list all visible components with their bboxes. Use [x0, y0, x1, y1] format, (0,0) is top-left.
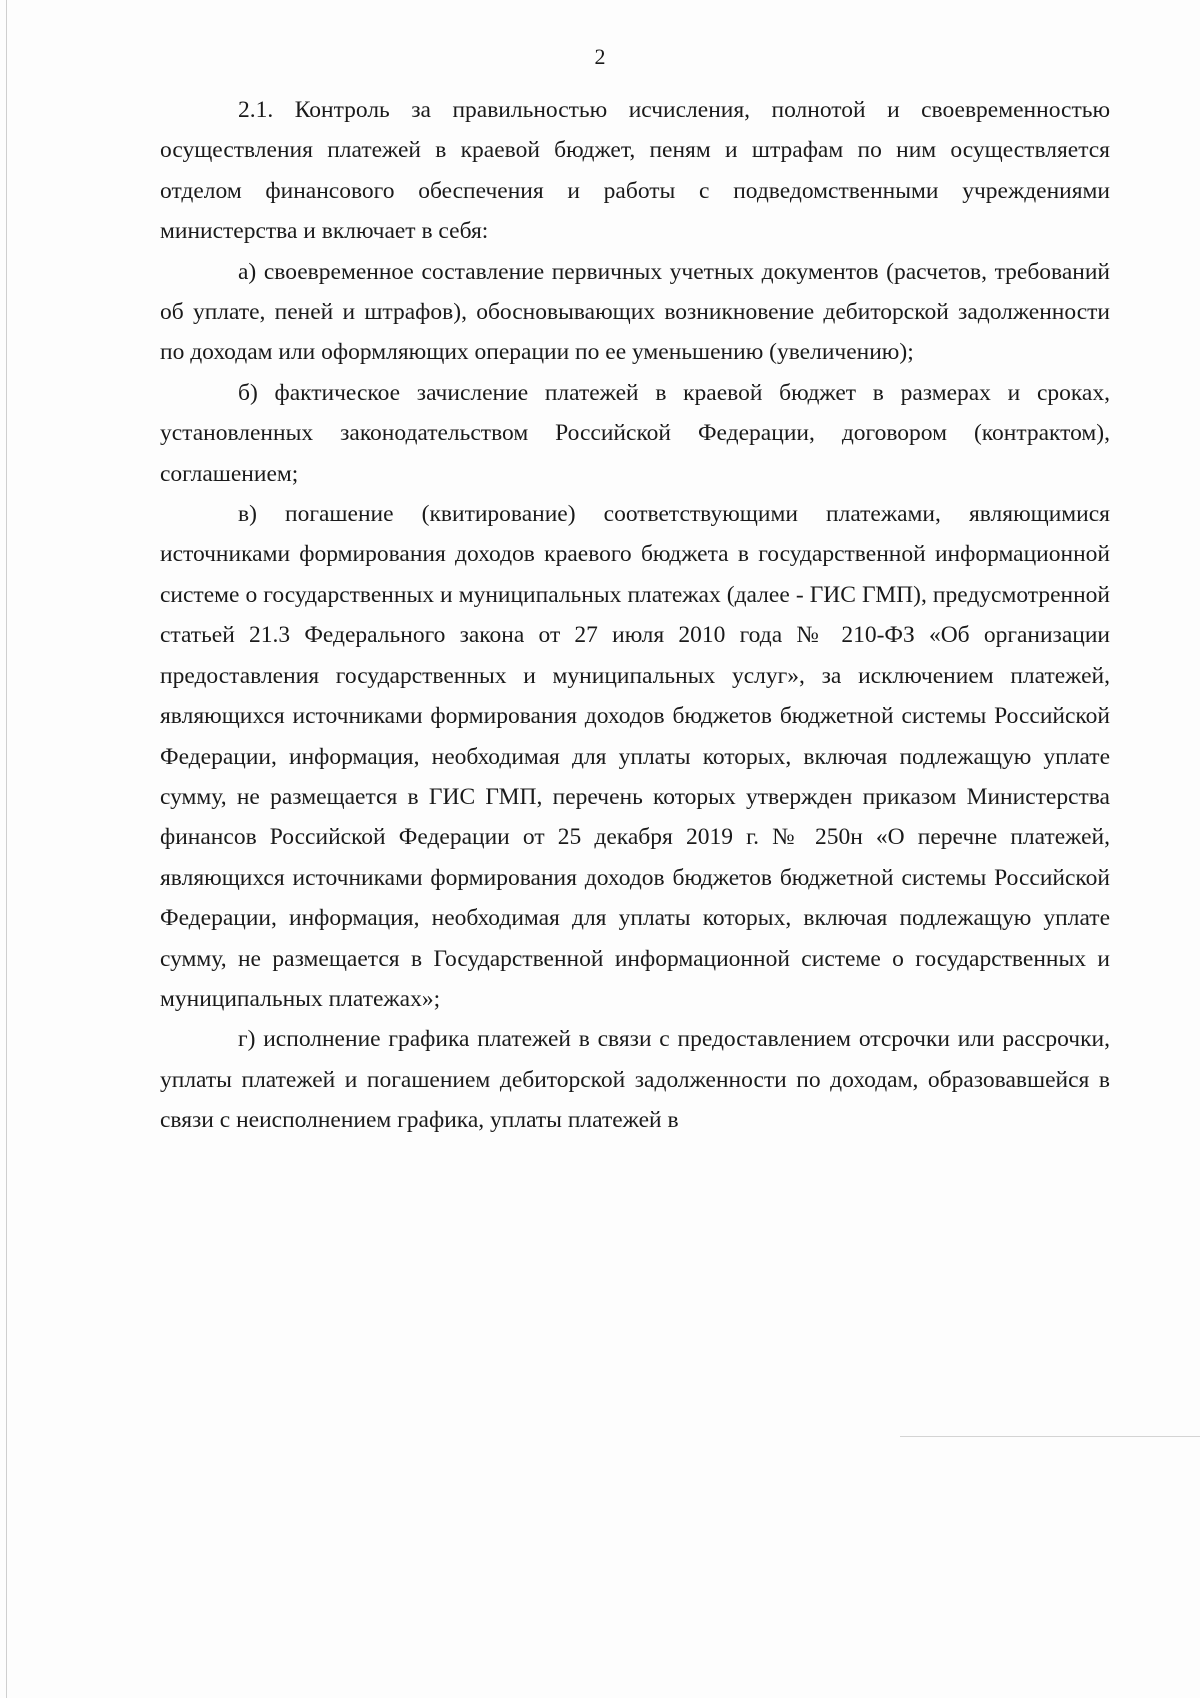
paragraph-v: в) погашение (квитирование) соответствующими платежами, являющимися источниками формирования доходов краевого бюджета в государственной информационной системе о государственных и муниципальных платежах (далее - ГИС ГМП), предусмотренной статьей 21.3 Федерального закона от 27 июля 2010 года № 210-ФЗ «Об организации предоставления государственных и муниципальных услуг», за исключением платежей, являющихся источниками формирования доходов бюджетов бюджетной системы Российской Федерации, информация, необходимая для уплаты которых, включая подлежащую уплате сумму, не размещается в ГИС ГМП, перечень которых утвержден приказом Министерства финансов Российской Федерации от 25 декабря 2019 г. № 250н «О перечне платежей, являющихся источниками формирования доходов бюджетов бюджетной системы Российской Федерации, информация, необходимая для уплаты которых, включая подлежащую уплате сумму, не размещается в Государственной информационной системе о государственных и муниципальных платежах»; — [160, 501, 1110, 1012]
paragraph-a: а) своевременное составление первичных учетных документов (расчетов, требований об уплате, пеней и штрафов), обосновывающих возникновение дебиторской задолженности по доходам или оформляющих операции по ее уменьшению (увеличению); — [160, 258, 1110, 366]
scan-artifact-line — [900, 1436, 1200, 1437]
paragraph-2-1: 2.1. Контроль за правильностью исчисления, полнотой и своевременностью осуществления платежей в краевой бюджет, пеням и штрафам по ним осуществляется отделом финансового обеспечения и работы с подведомственными учреждениями министерства и включает в себя: — [160, 97, 1110, 245]
page-number: 2 — [594, 44, 606, 69]
paragraph-b: б) фактическое зачисление платежей в краевой бюджет в размерах и сроках, установленных законодательством Российской Федерации, договором (контрактом), соглашением; — [160, 379, 1110, 487]
paragraph-g: г) исполнение графика платежей в связи с предоставлением отсрочки или рассрочки, уплаты платежей и погашением дебиторской задолженности по доходам, образовавшейся в связи с неисполнением графика, уплаты платежей в — [160, 1026, 1110, 1134]
document-body — [160, 90, 1110, 1141]
scan-edge — [6, 0, 7, 1698]
